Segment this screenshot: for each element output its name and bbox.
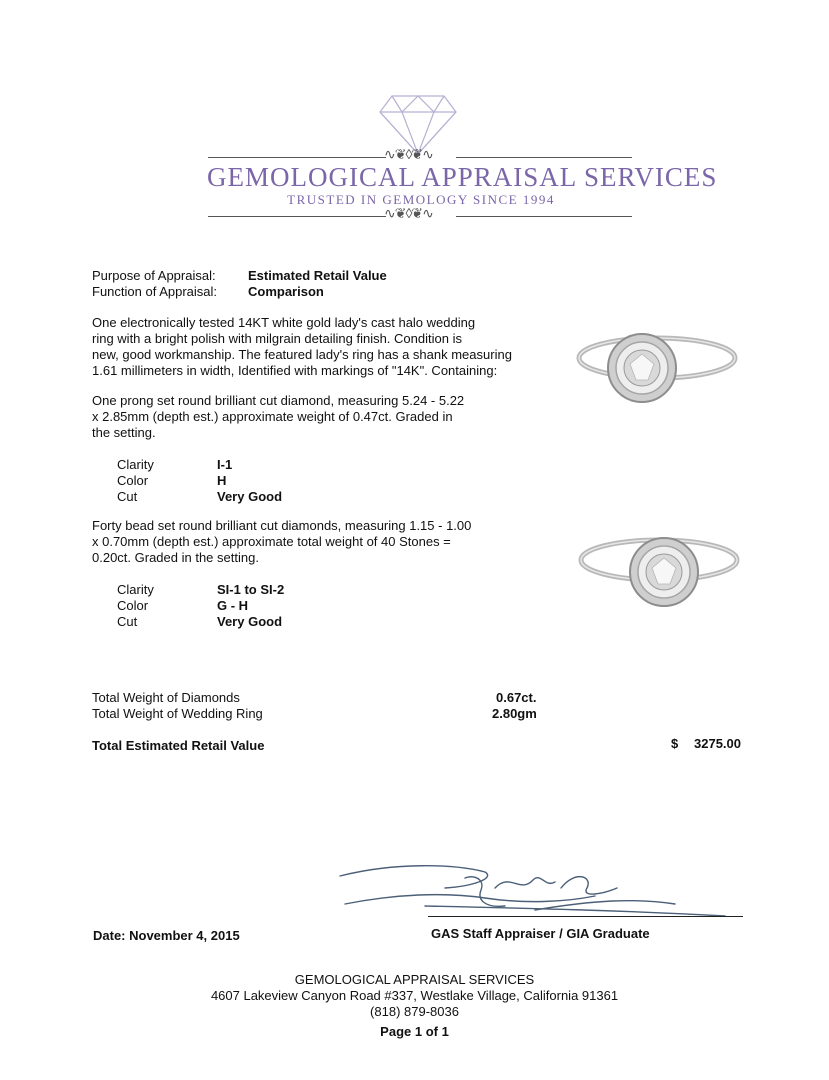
side-color-value: G - H: [217, 598, 249, 613]
ring-photo-bottom: [574, 528, 744, 618]
header-rule-bottom-right: [456, 216, 632, 217]
center-cut-label: Cut: [117, 489, 138, 504]
side-stones-paragraph: [92, 518, 552, 566]
brand-name: GEMOLOGICAL APPRAISAL SERVICES: [207, 162, 718, 192]
center-color-value: H: [217, 473, 227, 488]
footer-phone: (818) 879-8036: [370, 1004, 459, 1019]
brand-tagline: TRUSTED IN GEMOLOGY SINCE 1994: [287, 192, 555, 207]
header-flourish-top: ∿❦◊❦∿: [384, 148, 433, 163]
center-stone-paragraph: [92, 393, 552, 441]
side-cut-value: Very Good: [217, 614, 283, 629]
side-color-label: Color: [117, 598, 149, 613]
footer-company: GEMOLOGICAL APPRAISAL SERVICES: [294, 972, 535, 987]
center-color-label: Color: [117, 473, 149, 488]
total-retail-label: Total Estimated Retail Value: [92, 738, 265, 753]
header-rule-top-right: [456, 157, 632, 158]
header-rule-bottom-left: [208, 216, 386, 217]
side-clarity-value: SI-1 to SI-2: [217, 582, 285, 597]
header-rule-top-left: [208, 157, 386, 158]
total-diamonds-label: Total Weight of Diamonds: [92, 690, 240, 705]
appraiser-title: GAS Staff Appraiser / GIA Graduate: [431, 926, 650, 941]
total-diamonds-value: 0.67ct.: [496, 690, 537, 705]
total-ring-label: Total Weight of Wedding Ring: [92, 706, 263, 721]
description-line: One electronically tested 14KT white gold lady's cast halo wedding: [92, 315, 476, 330]
purpose-value: Estimated Retail Value: [248, 268, 387, 283]
description-line: 1.61 millimeters in width, Identified with markings of "14K". Containing:: [92, 363, 498, 378]
side-stones-line: x 0.70mm (depth est.) approximate total weight of 40 Stones =: [92, 534, 451, 549]
purpose-label: Purpose of Appraisal:: [92, 268, 216, 283]
header-flourish-bottom: ∿❦◊❦∿: [384, 207, 433, 222]
total-ring-value: 2.80gm: [492, 706, 537, 721]
footer-address: 4607 Lakeview Canyon Road #337, Westlake Village, California 91361: [210, 988, 619, 1003]
side-stones-line: 0.20ct. Graded in the setting.: [92, 550, 259, 565]
center-stone-line: the setting.: [92, 425, 156, 440]
page-number: Page 1 of 1: [380, 1024, 449, 1039]
side-clarity-label: Clarity: [117, 582, 154, 597]
description-line: ring with a bright polish with milgrain detailing finish. Condition is: [92, 331, 462, 346]
signature-scribble: [335, 858, 735, 920]
side-stones-line: Forty bead set round brilliant cut diamonds, measuring 1.15 - 1.00: [92, 518, 472, 533]
center-stone-line: x 2.85mm (depth est.) approximate weight of 0.47ct. Graded in: [92, 409, 453, 424]
function-value: Comparison: [248, 284, 324, 299]
signature-line: [428, 916, 743, 917]
total-retail-value: 3275.00: [694, 736, 741, 751]
center-clarity-label: Clarity: [117, 457, 154, 472]
center-stone-line: One prong set round brilliant cut diamond, measuring 5.24 - 5.22: [92, 393, 465, 408]
description-paragraph: [92, 315, 552, 379]
function-label: Function of Appraisal:: [92, 284, 218, 299]
ring-photo-top: [572, 318, 742, 408]
description-line: new, good workmanship. The featured lady's ring has a shank measuring: [92, 347, 512, 362]
center-cut-value: Very Good: [217, 489, 283, 504]
appraisal-date: Date: November 4, 2015: [93, 928, 240, 943]
center-clarity-value: I-1: [217, 457, 233, 472]
side-cut-label: Cut: [117, 614, 138, 629]
currency-symbol: $: [671, 736, 679, 751]
